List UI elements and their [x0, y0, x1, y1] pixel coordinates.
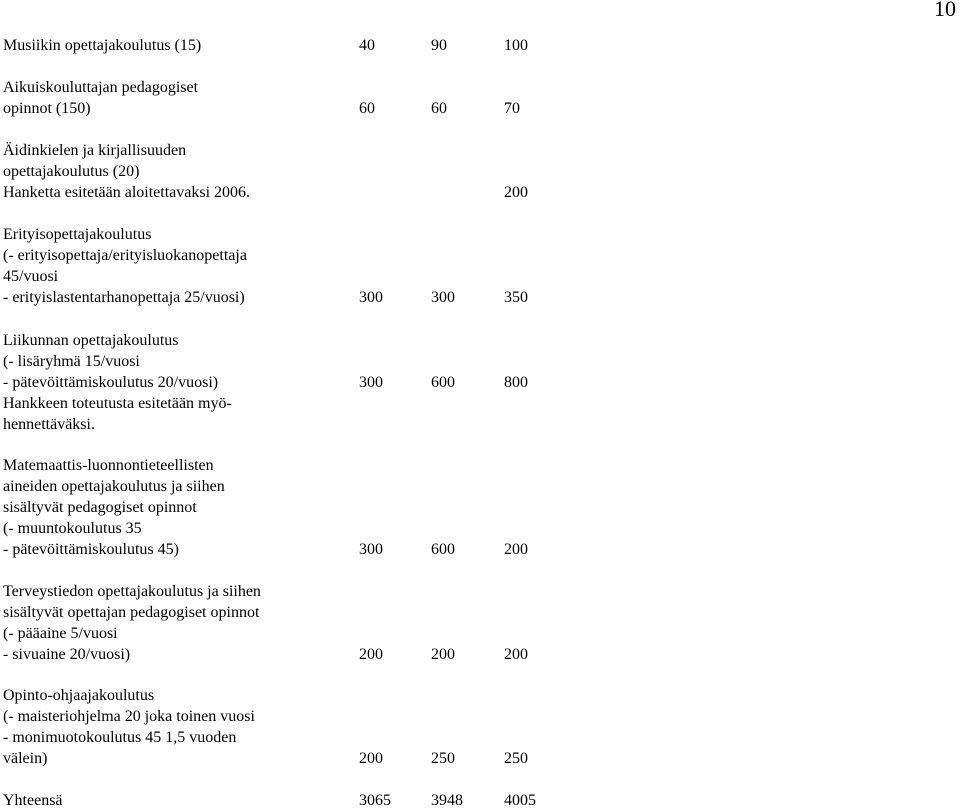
value-col-3: 200 — [504, 646, 528, 663]
description-line: sisältyvät pedagogiset opinnot — [3, 499, 197, 516]
row-description — [3, 455, 225, 560]
row-description — [3, 77, 198, 119]
description-line: (- pääaine 5/vuosi — [3, 625, 118, 642]
row-description — [3, 140, 250, 203]
row-description — [3, 685, 255, 769]
description-line: hennettäväksi. — [3, 416, 95, 433]
value-col-3: 200 — [504, 541, 528, 558]
description-line: - sivuaine 20/vuosi) — [3, 646, 131, 663]
value-col-3: 250 — [504, 750, 528, 767]
page-number: 10 — [934, 0, 956, 21]
value-col-1: 300 — [359, 289, 383, 306]
description-line: (- maisteriohjelma 20 joka toinen vuosi — [3, 708, 255, 725]
value-col-2: 600 — [431, 374, 455, 391]
description-line: (- muuntokoulutus 35 — [3, 520, 142, 537]
description-line: Yhteensä — [3, 792, 63, 809]
value-col-3: 70 — [504, 100, 520, 117]
value-col-1: 3065 — [359, 792, 391, 809]
value-col-2: 600 — [431, 541, 455, 558]
description-line: Äidinkielen ja kirjallisuuden — [3, 142, 187, 159]
value-col-1: 60 — [359, 100, 375, 117]
description-line: - pätevöittämiskoulutus 45) — [3, 541, 179, 558]
value-col-2: 3948 — [431, 792, 463, 809]
value-col-1: 200 — [359, 646, 383, 663]
value-col-1: 300 — [359, 541, 383, 558]
description-line: Matemaattis-luonnontieteellisten — [3, 457, 214, 474]
description-line: (- lisäryhmä 15/vuosi — [3, 353, 140, 370]
description-line: välein) — [3, 750, 48, 767]
value-col-2: 60 — [431, 100, 447, 117]
value-col-1: 200 — [359, 750, 383, 767]
description-line: - pätevöittämiskoulutus 20/vuosi) — [3, 374, 219, 391]
value-col-2: 250 — [431, 750, 455, 767]
value-col-2: 90 — [431, 37, 447, 54]
description-line: Erityisopettajakoulutus — [3, 226, 152, 243]
description-line: Opinto-ohjaajakoulutus — [3, 687, 155, 704]
value-col-2: 200 — [431, 646, 455, 663]
value-col-3: 4005 — [504, 792, 536, 809]
description-line: Musiikin opettajakoulutus (15) — [3, 37, 202, 54]
row-description — [3, 330, 232, 435]
description-line: Hanketta esitetään aloitettavaksi 2006. — [3, 184, 251, 201]
description-line: opettajakoulutus (20) — [3, 163, 140, 180]
description-line: Terveystiedon opettajakoulutus ja siihen — [3, 583, 261, 600]
row-description — [3, 581, 261, 665]
description-line: opinnot (150) — [3, 100, 91, 117]
row-description — [3, 224, 247, 308]
value-col-3: 100 — [504, 37, 528, 54]
description-line: Aikuiskouluttajan pedagogiset — [3, 79, 199, 96]
value-col-1: 300 — [359, 374, 383, 391]
value-col-3: 200 — [504, 184, 528, 201]
description-line: 45/vuosi — [3, 268, 59, 285]
description-line: sisältyvät opettajan pedagogiset opinnot — [3, 604, 260, 621]
description-line: Hankkeen toteutusta esitetään myö- — [3, 395, 232, 412]
row-description — [3, 790, 63, 811]
description-line: (- erityisopettaja/erityisluokanopettaja — [3, 247, 247, 264]
value-col-3: 800 — [504, 374, 528, 391]
row-description — [3, 35, 201, 56]
description-line: Liikunnan opettajakoulutus — [3, 332, 179, 349]
value-col-2: 300 — [431, 289, 455, 306]
description-line: - erityislastentarhanopettaja 25/vuosi) — [3, 289, 245, 306]
value-col-3: 350 — [504, 289, 528, 306]
description-line: aineiden opettajakoulutus ja siihen — [3, 478, 225, 495]
description-line: - monimuotokoulutus 45 1,5 vuoden — [3, 729, 237, 746]
value-col-1: 40 — [359, 37, 375, 54]
